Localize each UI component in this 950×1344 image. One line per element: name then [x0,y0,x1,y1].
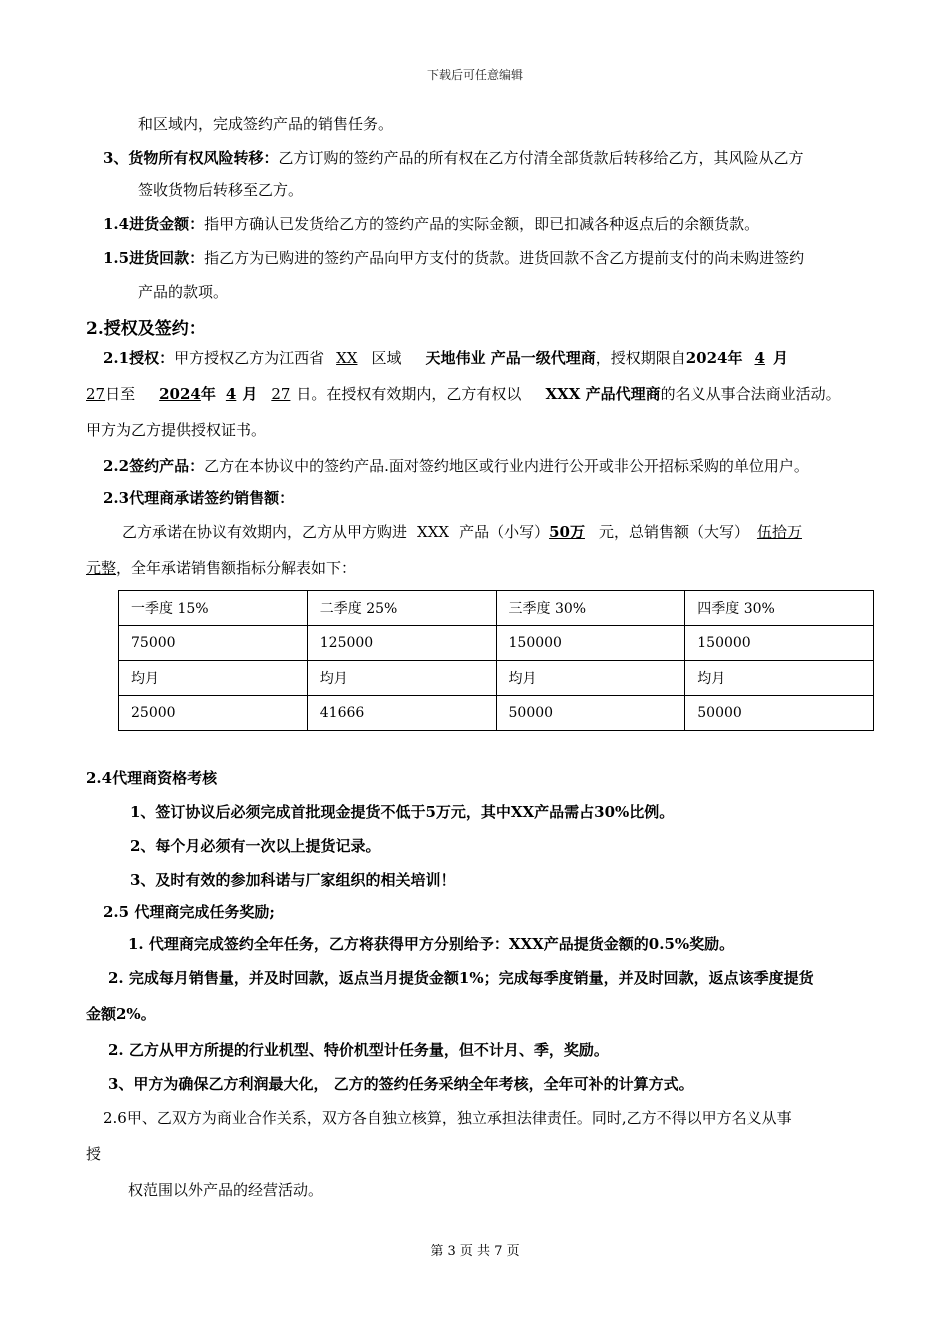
table-cell: 四季度 30% [685,591,874,626]
clause-1-5-text: 指乙方为已购进的签约产品向甲方支付的货款。进货回款不含乙方提前支付的尚未购进签约 [204,249,805,267]
end-year: 2024 [159,385,201,403]
until-text: 日至 [105,385,136,403]
clause-1-4-text: 指甲方确认已发货给乙方的签约产品的实际金额，即已扣减各种返点后的余额货款。 [204,215,760,233]
commit-lower-label: 产品（小写） [459,523,550,541]
clause-1-5 [103,248,804,268]
reward-item-1: 1. 代理商完成签约全年任务，乙方将获得甲方分别给予：XXX产品提货金额的0.5%奖励。 [128,935,735,953]
reward-item-2: 2. 完成每月销售量，并及时回款，返点当月提货金额1%；完成每季度销量，并及时回款，返点该季度提货 [108,969,814,987]
end-year-unit: 年 [200,385,216,403]
clause-1-5-text-cont: 产品的款项。 [138,283,229,301]
clause-2-1-line3: 甲方为乙方提供授权证书。 [86,421,267,439]
clause-2-1-label: 2.1授权： [103,349,175,367]
region-value: XX [336,349,358,367]
clause-2-4-title: 2.4代理商资格考核 [86,769,218,787]
table-cell: 125000 [307,626,496,661]
rights-text: 日。在授权有效期内，乙方有权以 [296,385,522,403]
table-cell: 41666 [307,696,496,731]
section1-continuation: 和区域内，完成签约产品的销售任务。 [138,115,394,133]
clause-2-4-item: 3、及时有效的参加科诺与厂家组织的相关培训！ [130,871,456,889]
clause-2-6-end: 权范围以外产品的经营活动。 [128,1181,324,1199]
page-header: 下载后可任意编辑 [426,68,523,82]
clause-2-2 [103,456,809,476]
section-2-title: 2.授权及签约： [86,319,206,339]
clause-2-4-item: 1、签订协议后必须完成首批现金提货不低于5万元，其中XX产品需占30%比例。 [130,803,675,821]
commit-amount-upper: 伍拾万 [756,523,802,541]
clause-3-text-cont: 签收货物后转移至乙方。 [138,181,304,199]
clause-2-1-line2 [86,384,841,404]
table-row [119,696,874,731]
clause-1-4-label: 1.4进货金额： [103,215,205,233]
clause-2-6: 2.6甲、乙双方为商业合作关系，双方各自独立核算，独立承担法律责任。同时,乙方不得以甲方名义从事 [103,1109,792,1127]
table-cell: 50000 [496,696,685,731]
start-year: 2024年 [685,349,743,367]
commit-text: 乙方承诺在协议有效期内，乙方从甲方购进 [122,523,408,541]
quarterly-quota-table [118,590,874,731]
reward-item-3: 2. 乙方从甲方所提的行业机型、特价机型计任务量，但不计月、季，奖励。 [108,1041,609,1059]
agent-name: XXX 产品代理商 [545,385,661,403]
clause-2-3-line2 [86,558,356,578]
commit-amount: 50万 [549,523,585,541]
page-footer: 第 3 页 共 7 页 [430,1244,520,1259]
clause-2-1-text: 甲方授权乙方为江西省 [174,349,325,367]
term-text: ，授权期限自 [595,349,686,367]
table-cell: 150000 [496,626,685,661]
table-cell: 150000 [685,626,874,661]
commit-upper-label: 元，总销售额（大写） [598,523,749,541]
table-cell: 均月 [685,661,874,696]
clause-2-6-cont: 授 [86,1145,102,1163]
reward-item-2-cont: 金额2%。 [86,1005,156,1023]
table-cell: 一季度 15% [119,591,308,626]
clause-2-2-label: 2.2签约产品： [103,457,205,475]
rights-text-end: 的名义从事合法商业活动。 [660,385,841,403]
clause-2-4-item: 2、每个月必须有一次以上提货记录。 [130,837,381,855]
table-intro: ，全年承诺销售额指标分解表如下： [116,559,357,577]
table-row [119,626,874,661]
table-cell: 均月 [119,661,308,696]
clause-1-4 [103,214,759,234]
start-month-unit: 月 [772,349,788,367]
clause-2-5-title: 2.5 代理商完成任务奖励; [103,903,275,921]
clause-2-2-text: 乙方在本协议中的签约产品.面对签约地区或行业内进行公开或非公开招标采购的单位用户。 [204,457,809,475]
reward-item-4: 3、甲方为确保乙方利润最大化， 乙方的签约任务采纳全年考核，全年可补的计算方式。 [108,1075,694,1093]
table-cell: 均月 [496,661,685,696]
table-cell: 三季度 30% [496,591,685,626]
clause-1-5-label: 1.5进货回款： [103,249,205,267]
table-cell: 75000 [119,626,308,661]
start-day: 27 [86,385,106,403]
start-month: 4 [754,349,765,367]
table-cell: 50000 [685,696,874,731]
end-month: 4 [225,385,237,403]
region-unit: 区域 [371,349,402,367]
commit-product: XXX [417,523,450,541]
clause-2-3-title: 2.3代理商承诺签约销售额： [103,489,295,507]
clause-3-ownership [103,148,803,168]
table-row [119,661,874,696]
table-cell: 均月 [307,661,496,696]
clause-2-3-line1 [122,522,802,542]
end-month-unit: 月 [242,385,258,403]
commit-amount-upper-end: 元整 [86,559,117,577]
table-row [119,591,874,626]
clause-2-1-line1 [103,348,788,368]
table-cell: 二季度 25% [307,591,496,626]
clause-3-label: 3、货物所有权风险转移： [103,149,279,167]
clause-3-text: 乙方订购的签约产品的所有权在乙方付清全部货款后转移给乙方，其风险从乙方 [278,149,804,167]
brand-agent: 天地伟业 产品一级代理商 [425,349,596,367]
end-day: 27 [271,385,291,403]
table-cell: 25000 [119,696,308,731]
